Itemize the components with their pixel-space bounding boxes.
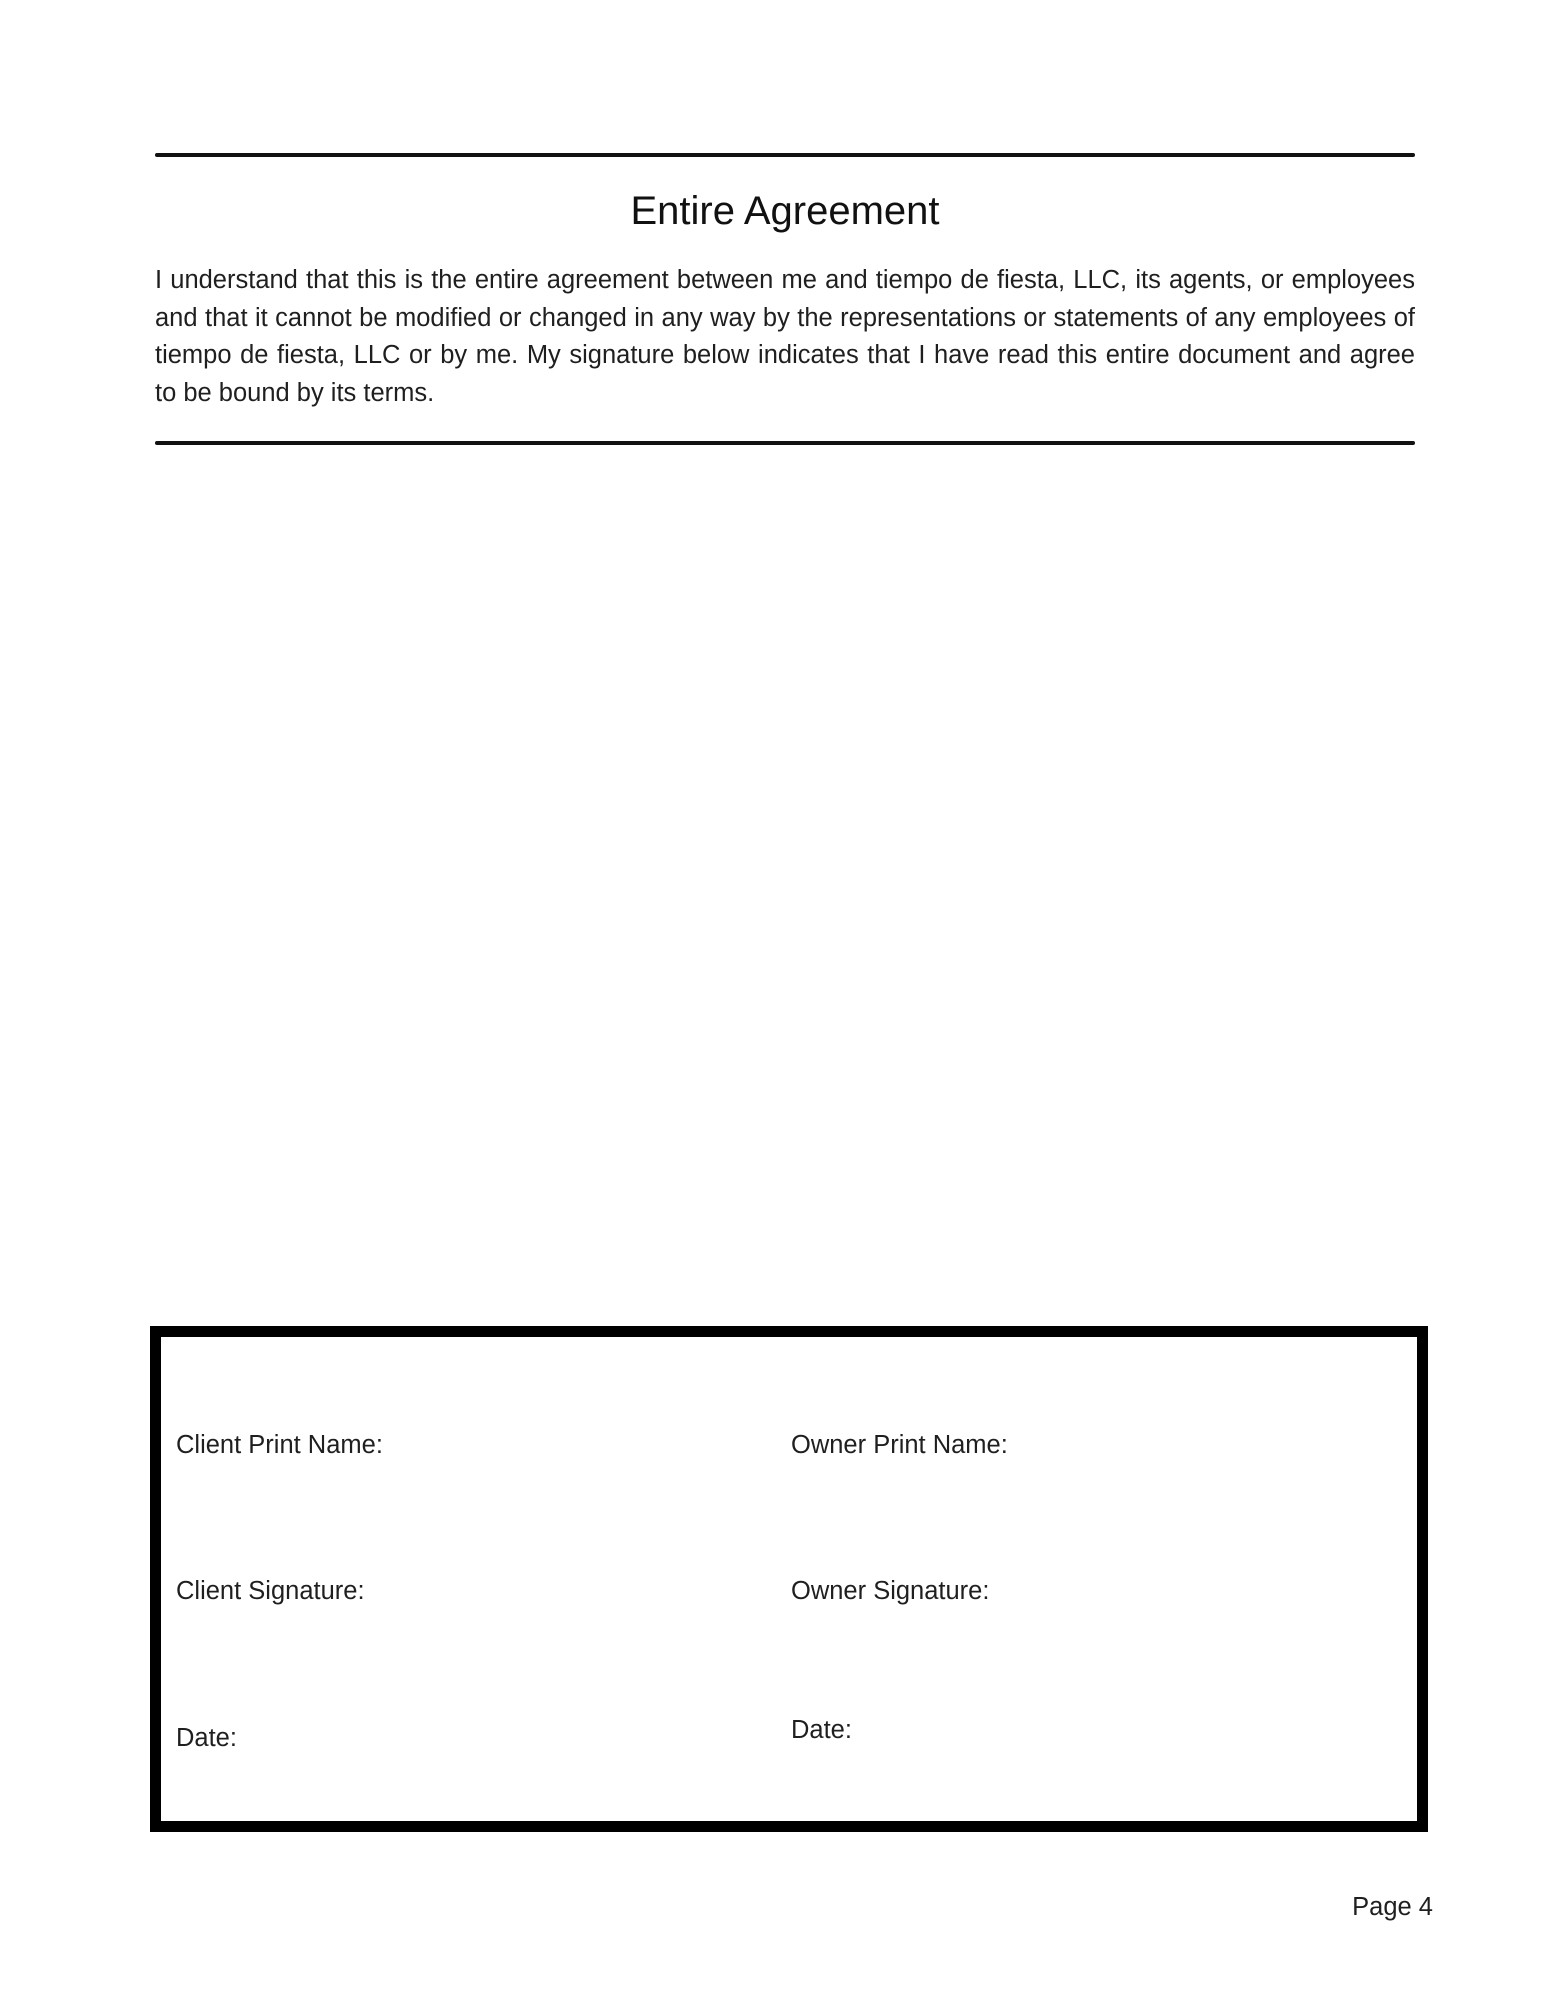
section-bottom-rule [155,441,1415,445]
agreement-paragraph: I understand that this is the entire agreement between me and tiempo de fiesta, LLC, its agents, or employees and that it cannot be modified or changed in any way by the representations or statements of any employees of tiempo de fiesta, LLC or by me. My signature below indicates that I have read this entire document and agree to be bound by its terms. [155,266,1415,407]
owner-print-name-label: Owner Print Name: [791,1431,1008,1459]
section-top-rule [155,153,1415,157]
owner-signature-label: Owner Signature: [791,1577,990,1605]
owner-date-label: Date: [791,1716,852,1744]
client-signature-label: Client Signature: [176,1577,365,1605]
signature-box [150,1326,1428,1832]
client-date-label: Date: [176,1724,237,1752]
client-print-name-label: Client Print Name: [176,1431,383,1459]
page-number: Page 4 [1352,1893,1433,1921]
section-title: Entire Agreement [630,189,940,233]
